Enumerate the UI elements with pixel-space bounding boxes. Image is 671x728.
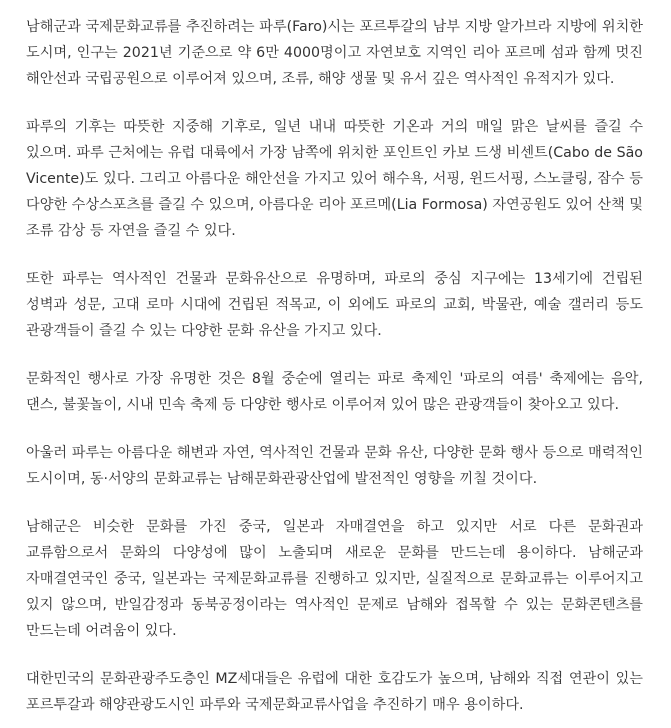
paragraph-faro-heritage: 또한 파루는 역사적인 건물과 문화유산으로 유명하며, 파로의 중심 지구에는 13세기에 건립된 성벽과 성문, 고대 로마 시대에 건립된 적목교, 이 외에도 파로의 교회, 박물관, 예술 갤러리 등도 관광객들이 즐길 수 있는 다양한 문화 유산을 가지고 있다. <box>26 271 643 339</box>
paragraph-namhae-exchange: 남해군은 비슷한 문화를 가진 중국, 일본과 자매결연을 하고 있지만 서로 다른 문화권과 교류함으로서 문화의 다양성에 많이 노출되며 새로운 문화를 만드는데 용이하다. 남해군과 자매결연국인 중국, 일본과는 국제문화교류를 진행하고 있지만, 실질적으로 문화교류는 이루어지고 있지 않으며, 반일감정과 동북공정이라는 역사적인 문제로 남해와 접목할 수 있는 문화콘텐츠를 만드는데 어려움이 있다. <box>26 519 643 639</box>
paragraph-faro-festival: 문화적인 행사로 가장 유명한 것은 8월 중순에 열리는 파로 축제인 '파로의 여름' 축제에는 음악, 댄스, 불꽃놀이, 시내 민속 축제 등 다양한 행사로 이루어져 있어 많은 관광객들이 찾아오고 있다. <box>26 371 643 413</box>
paragraph-faro-intro: 남해군과 국제문화교류를 추진하려는 파루(Faro)시는 포르투갈의 남부 지방 알가브라 지방에 위치한 도시며, 인구는 2021년 기준으로 약 6만 4000명이고 자연보호 지역인 리아 포르메 섬과 함께 멋진 해안선과 국립공원으로 이루어져 있으며, 조류, 해양 생물 및 유서 깊은 역사적인 유적지가 있다. <box>26 19 643 87</box>
paragraph-faro-summary: 아울러 파루는 아름다운 해변과 자연, 역사적인 건물과 문화 유산, 다양한 문화 행사 등으로 매력적인 도시이며, 동·서양의 문화교류는 남해문화관광산업에 발전적인 영향을 끼칠 것이다. <box>26 445 643 487</box>
paragraph-mz-generation: 대한민국의 문화관광주도층인 MZ세대들은 유럽에 대한 호감도가 높으며, 남해와 직접 연관이 있는 포르투갈과 해양관광도시인 파루와 국제문화교류사업을 추진하기 매우 용이하다. <box>26 671 643 713</box>
paragraph-faro-climate: 파루의 기후는 따뜻한 지중해 기후로, 일년 내내 따뜻한 기온과 거의 매일 맑은 날씨를 즐길 수 있으며. 파루 근처에는 유럽 대륙에서 가장 남쪽에 위치한 포인트인 카보 드생 비센트(Cabo de São Vicente)도 있다. 그리고 아름다운 해안선을 가지고 있어 해수욕, 서핑, 윈드서핑, 스노클링, 잠수 등 다양한 수상스포츠를 즐길 수 있으며, 아름다운 리아 포르메(Lia Formosa) 자연공원도 있어 산책 및 조류 감상 등 자연을 즐길 수 있다. <box>26 119 643 239</box>
